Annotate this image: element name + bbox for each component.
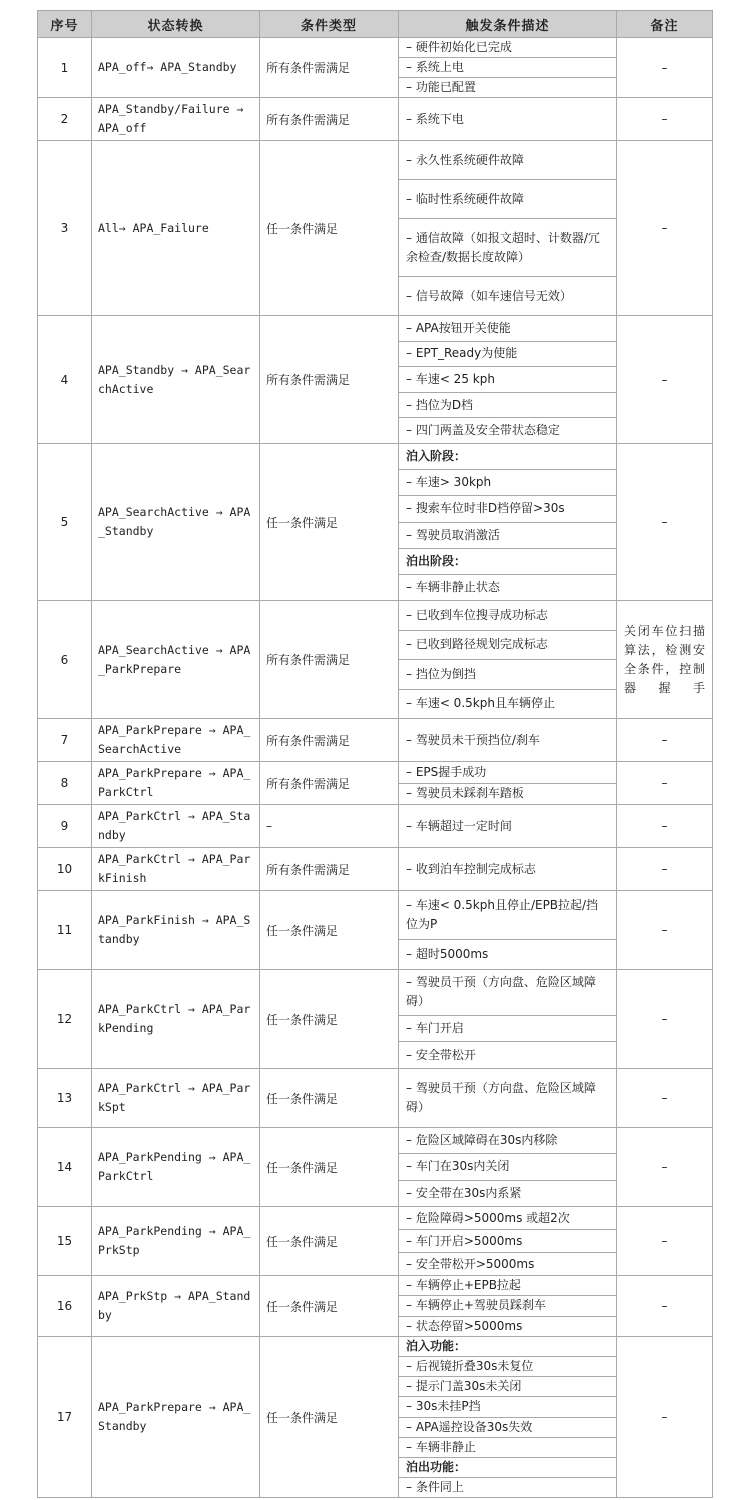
condition-item: – 驾驶员未干预挡位/刹车 — [406, 732, 540, 747]
condition-type: 任一条件满足 — [260, 1128, 399, 1207]
header-condition-type: 条件类型 — [260, 11, 399, 38]
condition-cell — [399, 316, 617, 444]
condition-item: – 车速> 30kph — [399, 470, 616, 496]
condition-item: – 车门开启>5000ms — [399, 1230, 616, 1253]
row-index: 15 — [38, 1207, 92, 1276]
row-index: 14 — [38, 1128, 92, 1207]
table-header-row — [38, 11, 713, 38]
condition-list — [399, 848, 616, 890]
condition-item: – 后视镜折叠30s未复位 — [399, 1357, 616, 1377]
state-transition: APA_ParkPrepare → APA_ParkCtrl — [92, 762, 260, 805]
table-row — [38, 98, 713, 141]
condition-item: – 驾驶员干预（方向盘、危险区域障碍） — [406, 1081, 596, 1114]
condition-type: – — [260, 805, 399, 848]
condition-item: – 超时5000ms — [406, 947, 489, 961]
remark: – — [617, 444, 713, 601]
condition-cell — [399, 601, 617, 719]
condition-item: – 车辆非静止状态 — [406, 579, 500, 594]
condition-item: – 驾驶员取消激活 — [399, 523, 616, 549]
remark: – — [617, 98, 713, 141]
condition-list — [399, 970, 616, 1068]
condition-type: 所有条件需满足 — [260, 98, 399, 141]
state-transition: APA_ParkPrepare → APA_SearchActive — [92, 719, 260, 762]
remark: 关闭车位扫描算法，检测安全条件，控制器握手 — [617, 601, 713, 719]
condition-list — [399, 719, 616, 761]
condition-list — [399, 1337, 616, 1497]
condition-item: – APA遥控设备30s失效 — [399, 1418, 616, 1438]
condition-item: – 安全带在30s内系紧 — [406, 1185, 522, 1200]
row-index: 7 — [38, 719, 92, 762]
condition-item: – 收到泊车控制完成标志 — [406, 861, 536, 876]
condition-item: – 通信故障（如报文超时、计数器/冗余检查/数据长度故障） — [399, 219, 616, 277]
condition-type: 所有条件需满足 — [260, 719, 399, 762]
condition-item: – EPT_Ready为使能 — [399, 342, 616, 368]
condition-item: – 临时性系统硬件故障 — [399, 180, 616, 219]
condition-item: – 信号故障（如车速信号无效） — [406, 288, 572, 303]
remark: – — [617, 1069, 713, 1128]
condition-item: – 危险区域障碍在30s内移除 — [399, 1128, 616, 1154]
table-row — [38, 1069, 713, 1128]
state-transition: APA_ParkFinish → APA_Standby — [92, 891, 260, 970]
condition-cell — [399, 38, 617, 98]
state-transition: APA_Standby → APA_SearchActive — [92, 316, 260, 444]
table-row — [38, 1207, 713, 1276]
row-index: 4 — [38, 316, 92, 444]
condition-cell — [399, 98, 617, 141]
table-row — [38, 805, 713, 848]
table-row — [38, 1128, 713, 1207]
remark: – — [617, 316, 713, 444]
condition-type: 所有条件需满足 — [260, 601, 399, 719]
state-transition: APA_ParkPending → APA_PrkStp — [92, 1207, 260, 1276]
remark: – — [617, 848, 713, 891]
table-row — [38, 38, 713, 98]
condition-item: – 永久性系统硬件故障 — [399, 141, 616, 180]
condition-item: – 状态停留>5000ms — [406, 1318, 523, 1333]
header-index: 序号 — [38, 11, 92, 38]
state-transition: APA_ParkCtrl → APA_ParkFinish — [92, 848, 260, 891]
condition-item: – 硬件初始化已完成 — [399, 38, 616, 58]
condition-item: – 车辆停止+EPB拉起 — [399, 1276, 616, 1296]
condition-phase-heading: 泊入阶段： — [399, 444, 616, 470]
condition-item: – 条件同上 — [406, 1479, 464, 1494]
remark: – — [617, 38, 713, 98]
condition-item: – 挡位为D档 — [399, 393, 616, 419]
row-index: 1 — [38, 38, 92, 98]
condition-list — [399, 891, 616, 969]
remark: – — [617, 1207, 713, 1276]
condition-item: – 系统上电 — [399, 58, 616, 78]
table-row — [38, 316, 713, 444]
row-index: 2 — [38, 98, 92, 141]
condition-type: 所有条件需满足 — [260, 38, 399, 98]
state-transition: APA_SearchActive → APA_ParkPrepare — [92, 601, 260, 719]
row-index: 6 — [38, 601, 92, 719]
table-row — [38, 1337, 713, 1498]
remark: – — [617, 719, 713, 762]
condition-list — [399, 141, 616, 315]
condition-item: – 安全带松开>5000ms — [406, 1256, 535, 1271]
condition-list — [399, 762, 616, 804]
condition-item: – 功能已配置 — [406, 80, 476, 94]
condition-phase-heading: 泊入功能： — [399, 1337, 616, 1357]
condition-type: 任一条件满足 — [260, 444, 399, 601]
table-row — [38, 444, 713, 601]
condition-cell — [399, 1128, 617, 1207]
condition-item: – EPS握手成功 — [399, 762, 616, 784]
condition-item: – 挡位为倒挡 — [399, 660, 616, 690]
state-transition: APA_off→ APA_Standby — [92, 38, 260, 98]
row-index: 8 — [38, 762, 92, 805]
state-transition: APA_ParkCtrl → APA_ParkSpt — [92, 1069, 260, 1128]
condition-type: 任一条件满足 — [260, 1069, 399, 1128]
condition-list — [399, 1207, 616, 1275]
condition-item: – APA按钮开关使能 — [399, 316, 616, 342]
condition-item: – 车辆非静止 — [399, 1438, 616, 1458]
condition-type: 任一条件满足 — [260, 141, 399, 316]
state-transition: APA_ParkPrepare → APA_Standby — [92, 1337, 260, 1498]
table-row — [38, 891, 713, 970]
condition-item: – 已收到车位搜寻成功标志 — [399, 601, 616, 631]
condition-type: 任一条件满足 — [260, 970, 399, 1069]
state-transition: APA_PrkStp → APA_Standby — [92, 1276, 260, 1337]
condition-list — [399, 316, 616, 443]
row-index: 12 — [38, 970, 92, 1069]
condition-type: 任一条件满足 — [260, 891, 399, 970]
remark: – — [617, 141, 713, 316]
condition-list — [399, 444, 616, 600]
table-row — [38, 970, 713, 1069]
condition-item: – 驾驶员干预（方向盘、危险区域障碍） — [399, 970, 616, 1016]
row-index: 10 — [38, 848, 92, 891]
state-transition: APA_SearchActive → APA_Standby — [92, 444, 260, 601]
condition-phase-heading: 泊出功能： — [399, 1458, 616, 1478]
condition-cell — [399, 444, 617, 601]
header-remark: 备注 — [617, 11, 713, 38]
row-index: 16 — [38, 1276, 92, 1337]
condition-cell — [399, 1337, 617, 1498]
header-transition: 状态转换 — [92, 11, 260, 38]
condition-item: – 危险障碍>5000ms 或超2次 — [399, 1207, 616, 1230]
condition-cell — [399, 1069, 617, 1128]
condition-item: – 车速< 25 kph — [399, 367, 616, 393]
condition-item: – 车速< 0.5kph且停止/EPB拉起/挡位为P — [399, 891, 616, 940]
table-row — [38, 719, 713, 762]
condition-type: 任一条件满足 — [260, 1276, 399, 1337]
row-index: 17 — [38, 1337, 92, 1498]
condition-cell — [399, 1207, 617, 1276]
condition-cell — [399, 805, 617, 848]
condition-item: – 30s未挂P挡 — [399, 1397, 616, 1417]
remark: – — [617, 1276, 713, 1337]
remark: – — [617, 891, 713, 970]
state-transition: APA_ParkCtrl → APA_Standby — [92, 805, 260, 848]
condition-item: – 车门在30s内关闭 — [399, 1154, 616, 1180]
condition-cell — [399, 762, 617, 805]
condition-cell — [399, 141, 617, 316]
row-index: 9 — [38, 805, 92, 848]
table-row — [38, 762, 713, 805]
condition-item: – 安全带松开 — [406, 1047, 476, 1062]
remark: – — [617, 970, 713, 1069]
condition-cell — [399, 848, 617, 891]
row-index: 5 — [38, 444, 92, 601]
condition-item: – 四门两盖及安全带状态稳定 — [406, 423, 560, 438]
condition-item: – 车速< 0.5kph且车辆停止 — [406, 696, 555, 711]
table-row — [38, 848, 713, 891]
condition-item: – 提示门盖30s未关闭 — [399, 1377, 616, 1397]
condition-list — [399, 98, 616, 140]
remark: – — [617, 805, 713, 848]
table-row — [38, 1276, 713, 1337]
table-body — [38, 38, 713, 1498]
state-transition: APA_ParkPending → APA_ParkCtrl — [92, 1128, 260, 1207]
condition-type: 任一条件满足 — [260, 1337, 399, 1498]
header-condition-desc: 触发条件描述 — [399, 11, 617, 38]
condition-item: – 搜索车位时非D档停留>30s — [399, 496, 616, 522]
condition-item: – 车门开启 — [399, 1016, 616, 1043]
condition-type: 所有条件需满足 — [260, 316, 399, 444]
condition-item: – 系统下电 — [406, 111, 464, 126]
table-row — [38, 601, 713, 719]
condition-cell — [399, 891, 617, 970]
condition-cell — [399, 970, 617, 1069]
condition-type: 任一条件满足 — [260, 1207, 399, 1276]
state-transition: All→ APA_Failure — [92, 141, 260, 316]
condition-item: – 驾驶员未踩刹车踏板 — [406, 786, 524, 801]
condition-type: 所有条件需满足 — [260, 762, 399, 805]
condition-type: 所有条件需满足 — [260, 848, 399, 891]
condition-item: – 已收到路径规划完成标志 — [399, 631, 616, 661]
remark: – — [617, 1128, 713, 1207]
remark: – — [617, 1337, 713, 1498]
state-transition-table — [37, 10, 713, 1498]
condition-list — [399, 1276, 616, 1336]
condition-list — [399, 38, 616, 97]
row-index: 3 — [38, 141, 92, 316]
condition-phase-heading: 泊出阶段： — [399, 549, 616, 575]
remark: – — [617, 762, 713, 805]
condition-cell — [399, 719, 617, 762]
table-row — [38, 141, 713, 316]
row-index: 11 — [38, 891, 92, 970]
condition-cell — [399, 1276, 617, 1337]
condition-item: – 车辆停止+驾驶员踩刹车 — [399, 1296, 616, 1316]
row-index: 13 — [38, 1069, 92, 1128]
condition-list — [399, 1069, 616, 1127]
state-transition: APA_Standby/Failure → APA_off — [92, 98, 260, 141]
condition-list — [399, 805, 616, 847]
condition-list — [399, 601, 616, 718]
condition-list — [399, 1128, 616, 1206]
condition-item: – 车辆超过一定时间 — [406, 818, 512, 833]
state-transition: APA_ParkCtrl → APA_ParkPending — [92, 970, 260, 1069]
